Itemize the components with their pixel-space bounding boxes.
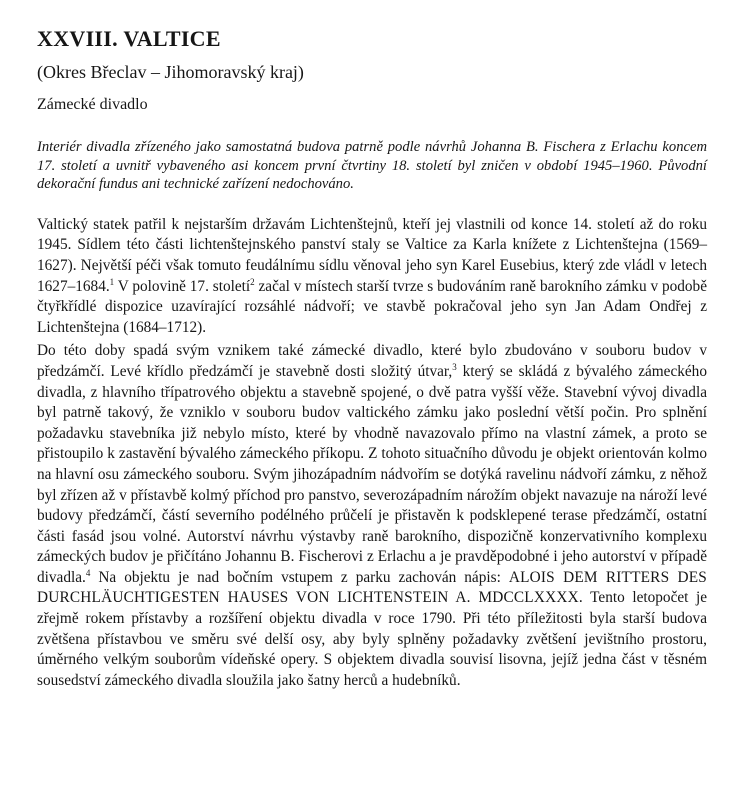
p1-text-c: začal v místech starší tvrze s budováním raně barokního zámku v podobě čtyřkřídlé dispozice uzavírající rozsáhlé nádvoří; ve stavbě pokračoval jeho syn Jan Adam Ondřej z Lichtenštejna (1684–1712). [37, 277, 707, 336]
body-text [37, 215, 707, 692]
inscription-text: ALOIS DEM RITTERS DES DURCHLÄUCHTIGESTEN HAUSES VON LICHTENSTEIN A. MDCCLXXXX. [37, 568, 707, 607]
footnote-ref-3: 3 [452, 361, 457, 372]
paragraph-1 [37, 215, 707, 339]
abstract-paragraph: Interiér divadla zřízeného jako samostatná budova patrně podle návrhů Johanna B. Fischera z Erlachu koncem 17. století a uvnitř vybaveného asi koncem první čtvrtiny 18. století byl zničen v období 1945–1960. Původní dekorační fundus ani technické zařízení nedochováno. [37, 139, 707, 193]
footnote-ref-4: 4 [85, 567, 91, 578]
p2-text-c: Na objektu je nad bočním vstupem z parku zachován nápis: [90, 568, 509, 586]
p2-text-b: který se skládá z bývalého zámeckého divadla, z hlavního třípatrového objektu a stavebně spojené, o dvě patra vyšší věže. Stavební vývoj divadla byl patrně takový, že vzniklo v souboru budov valtického zámku jako poslední větší počin. Pro splnění požadavku stavebníka již nebylo místo, které by vhodně navazovalo přímo na vlastní zámek, a proto se přistoupilo k zastavění bývalého zámeckého příkopu. Z tohoto situačního důvodu je objekt orientován kolmo na hlavní osu zámeckého souboru. Svým jihozápadním nádvořím se dotýká ravelinu nádvoří zámku, z něhož byl zřízen až v přístavbě kolmý příchod pro panstvo, severozápadním nárožím objekt navazuje na nároží levé budovy předzámčí, částí severního podélného průčelí je přistavěn k podsklepené terase předzámčí, ostatní části fasád jsou volné. Autorství návrhu výstavby raně barokního, dispozičně konzervativního komplexu zámeckých budov je přičítáno Johannu B. Fischerovi z Erlachu a je pravděpodobné i jeho autorství v případě divadla. [37, 362, 707, 586]
district-line: (Okres Břeclav – Jihomoravský kraj) [37, 62, 304, 82]
footnote-ref-2: 2 [250, 276, 255, 287]
p2-text-d: Tento letopočet je zřejmě rokem přístavby a rozšíření objektu divadla v roce 1790. Při této příležitosti byla starší budova zvětšena přístavbou ve směru své delší osy, aby byly splněny požadavky zvětšení jevištního prostoru, úměrného velkým souborům vídeňské opery. S objektem divadla souvisí lisovna, jejíž jedna část v těsném sousedství zámeckého divadla sloužila jako šatny herců a hudebníků. [37, 589, 707, 689]
paragraph-2 [37, 341, 707, 691]
document-page [37, 26, 707, 691]
p1-text-b: V polovině 17. století [114, 277, 251, 295]
chapter-title: XXVIII. VALTICE [37, 26, 221, 51]
footnote-ref-1: 1 [109, 276, 115, 287]
section-subtitle: Zámecké divadlo [37, 96, 148, 113]
p2-text-a: Do této doby spadá svým vznikem také zámecké divadlo, které bylo zbudováno v souboru budov v předzámčí. Levé křídlo předzámčí je stavebně dosti složitý útvar, [37, 342, 707, 380]
p1-text-a: Valtický statek patřil k nejstarším državám Lichtenštejnů, kteří jej vlastnili od konce 14. století až do roku 1945. Sídlem této části lichtenštejnského panství staly se Valtice za Karla knížete z Lichtenštejna (1569–1627). Největší péči však tomuto feudálnímu sídlu věnoval jeho syn Karel Eusebius, který zde vládl v letech 1627–1684. [37, 215, 707, 295]
